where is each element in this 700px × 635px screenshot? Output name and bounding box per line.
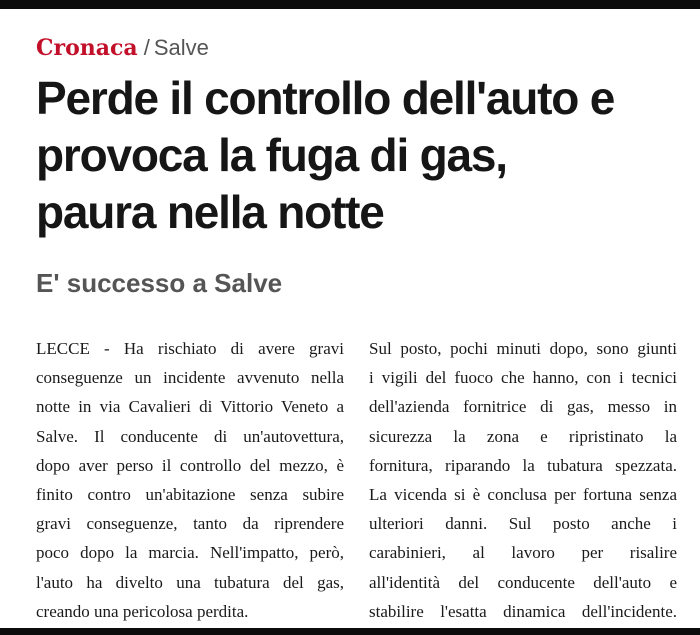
article-text-line: dell'azienda fornitrice di gas, messo in — [369, 397, 677, 417]
section-label[interactable]: Cronaca — [36, 35, 138, 61]
article-text-line: finito contro un'abitazione senza subire — [36, 484, 344, 504]
bottom-frame-border — [0, 628, 700, 635]
article-text-line: notte in via Cavalieri di Vittorio Veneto a — [36, 397, 344, 417]
breadcrumb-separator: / — [143, 35, 150, 60]
article-column-right — [369, 334, 677, 626]
subsection-label[interactable]: Salve — [153, 35, 209, 60]
article-text-line: stabilire l'esatta dinamica dell'incidente. — [369, 601, 677, 621]
article-text-line: LECCE - Ha rischiato di avere gravi — [36, 339, 344, 358]
article-headline — [36, 70, 691, 241]
article-column-left — [36, 334, 344, 626]
article-text-line: ulteriori danni. Sul posto anche i — [369, 514, 677, 534]
article-text-line: creando una pericolosa perdita. — [36, 601, 249, 621]
article-text-line: fornitura, riparando la tubatura spezzata. — [369, 455, 677, 475]
headline-line: paura nella notte — [36, 186, 384, 238]
article-text-line: poco dopo la marcia. Nell'impatto, però, — [36, 543, 344, 563]
article-text-line: Sul posto, pochi minuti dopo, sono giunti — [369, 339, 677, 358]
article-text-line: gravi conseguenze, tanto da riprendere — [36, 514, 344, 534]
section-breadcrumb — [36, 34, 209, 62]
article-text-line: carabinieri, al lavoro per risalire — [369, 543, 677, 563]
top-frame-border — [0, 0, 700, 9]
article-text-line: i vigili del fuoco che hanno, con i tecnici — [369, 368, 677, 388]
article-subtitle: E' successo a Salve — [36, 268, 283, 298]
article-text-line: sicurezza la zona e ripristinato la — [369, 426, 677, 446]
article-text-line: dopo aver perso il controllo del mezzo, è — [36, 455, 344, 475]
article-text-line: La vicenda si è conclusa per fortuna senza — [369, 484, 677, 504]
article-text-line: l'auto ha divelto una tubatura del gas, — [36, 572, 344, 592]
headline-line: Perde il controllo dell'auto e — [36, 72, 615, 124]
article-text-line: Salve. Il conducente di un'autovettura, — [36, 426, 344, 446]
headline-line: provoca la fuga di gas, — [36, 129, 507, 181]
article-text-line: all'identità del conducente dell'auto e — [369, 572, 677, 592]
article-text-line: conseguenze un incidente avvenuto nella — [36, 368, 344, 388]
